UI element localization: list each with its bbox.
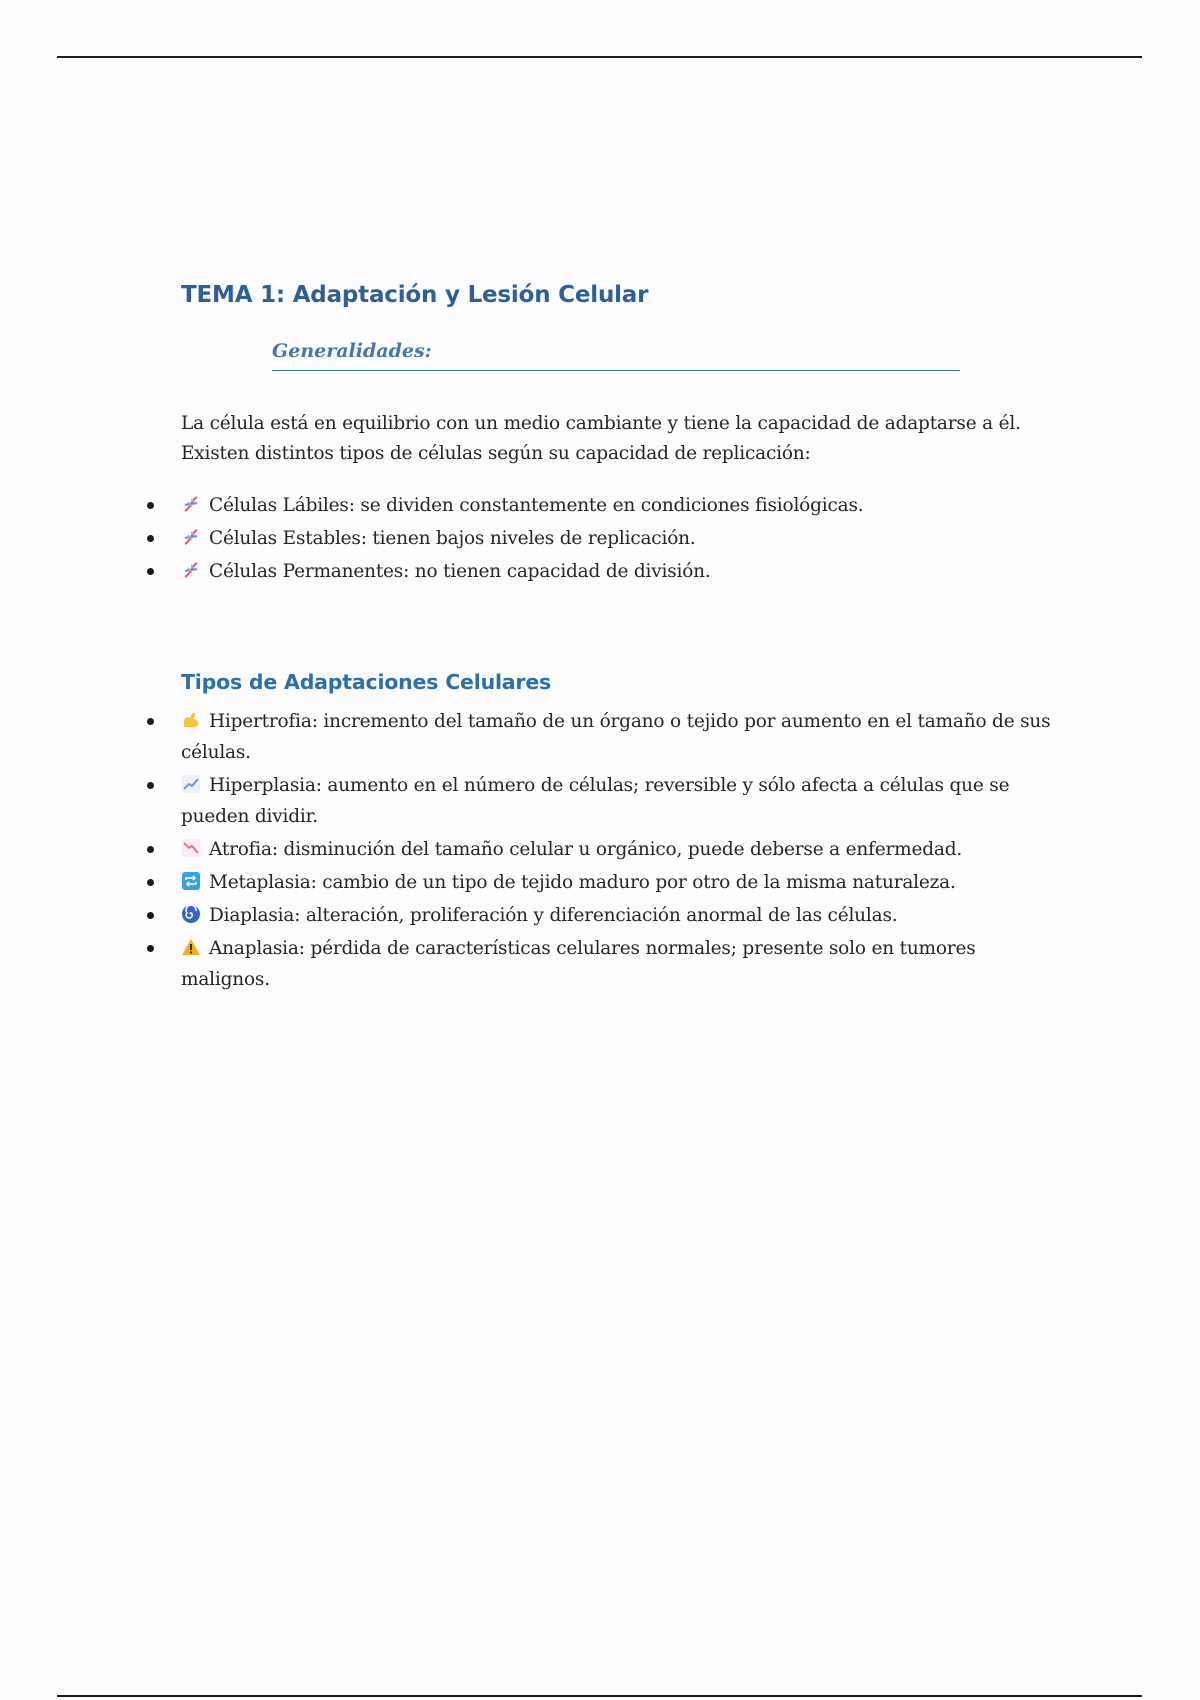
cell-types-list	[0, 490, 1200, 589]
list-item	[0, 706, 1061, 768]
cell-type-label: Células Lábiles: se dividen constantemente en condiciones fisiológicas.	[209, 495, 864, 516]
footer-rule	[57, 1695, 1142, 1697]
cell-type-label: Células Permanentes: no tienen capacidad de división.	[209, 561, 711, 582]
bullet-icon	[147, 718, 154, 725]
list-item	[0, 867, 1061, 898]
bullet-icon	[147, 846, 154, 853]
adaptation-label: Hipertrofia: incremento del tamaño de un órgano o tejido por aumento en el tamaño de sus células.	[181, 711, 1051, 763]
header-rule	[57, 56, 1142, 58]
list-item	[0, 556, 1061, 587]
bullet-icon	[147, 879, 154, 886]
list-item	[0, 490, 1061, 521]
intro-line: Existen distintos tipos de células según su capacidad de replicación:	[181, 443, 811, 464]
adaptation-label: Diaplasia: alteración, proliferación y diferenciación anormal de las células.	[209, 905, 898, 926]
adaptation-label: Anaplasia: pérdida de características celulares normales; presente solo en tumores malignos.	[181, 938, 976, 990]
chart-decreasing-icon	[181, 838, 201, 858]
repeat-arrows-icon	[181, 871, 201, 891]
page-title: TEMA 1: Adaptación y Lesión Celular	[181, 282, 649, 308]
chart-increasing-icon	[181, 774, 201, 794]
bullet-icon	[147, 945, 154, 952]
warning-icon	[181, 937, 201, 957]
intro-paragraph	[181, 409, 1081, 469]
list-item	[0, 900, 1061, 931]
bullet-icon	[147, 782, 154, 789]
list-item	[0, 770, 1061, 832]
adaptations-list	[0, 706, 1200, 997]
intro-line: La célula está en equilibrio con un medio cambiante y tiene la capacidad de adaptarse a él.	[181, 413, 1021, 434]
section-heading-adaptations: Tipos de Adaptaciones Celulares	[181, 670, 552, 694]
bullet-icon	[147, 568, 154, 575]
bullet-icon	[147, 912, 154, 919]
subheading-generalidades: Generalidades:	[272, 340, 960, 371]
adaptation-label: Metaplasia: cambio de un tipo de tejido maduro por otro de la misma naturaleza.	[209, 872, 956, 893]
adaptation-label: Hiperplasia: aumento en el número de células; reversible y sólo afecta a células que se pueden dividir.	[181, 775, 1010, 827]
flexed-biceps-icon	[181, 710, 201, 730]
cell-type-label: Células Estables: tienen bajos niveles de replicación.	[209, 528, 696, 549]
bullet-icon	[147, 535, 154, 542]
list-item	[0, 523, 1061, 554]
dna-icon	[181, 494, 201, 514]
cyclone-icon	[181, 904, 201, 924]
dna-icon	[181, 527, 201, 547]
bullet-icon	[147, 502, 154, 509]
adaptation-label: Atrofia: disminución del tamaño celular u orgánico, puede deberse a enfermedad.	[209, 839, 963, 860]
dna-icon	[181, 560, 201, 580]
list-item	[0, 834, 1061, 865]
list-item	[0, 933, 1061, 995]
